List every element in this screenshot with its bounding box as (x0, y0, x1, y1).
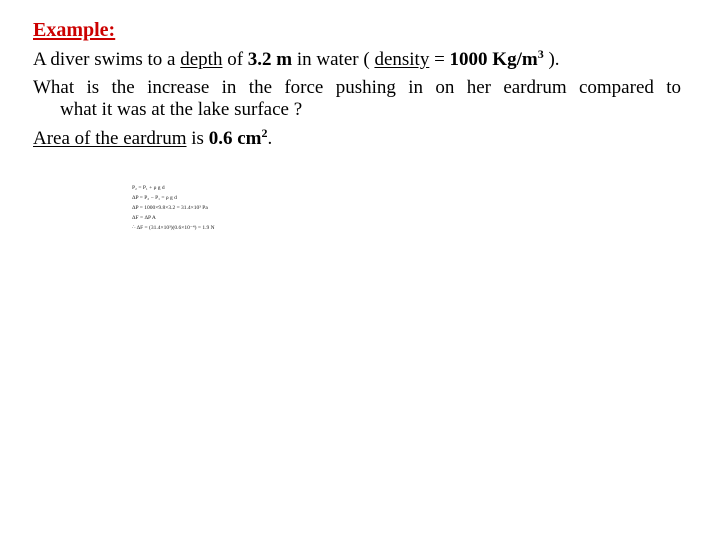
solution-equation-5: ∴ ΔF = (31.4×10³)(0.6×10⁻⁴) = 1.9 N (132, 225, 215, 231)
problem-line-2: What is the increase in the force pushing in on her eardrum compared to (33, 77, 681, 98)
solution-equation-3: ΔP = 1000×9.8×3.2 = 31.4×10³ Pa (132, 205, 208, 211)
line1-text-e: ). (543, 49, 560, 70)
density-word: density (374, 49, 430, 70)
problem-line-1 (33, 49, 560, 71)
line4-text-a: is (186, 128, 209, 149)
line4-text-b: . (267, 128, 273, 149)
line1-text-a: A diver swims to a (33, 49, 181, 70)
solution-equation-4: ΔF = ΔP A (132, 215, 156, 221)
solution-equation-1: P₂ = P₁ + ρ g d (132, 185, 165, 191)
problem-line-3: what it was at the lake surface ? (60, 99, 303, 120)
line1-text-d: = (429, 49, 450, 70)
problem-line-4 (33, 128, 272, 150)
example-heading: Example: (33, 19, 116, 41)
density-exponent: 3 (537, 47, 544, 61)
solution-image (128, 183, 236, 233)
density-value: 1000 Kg/m (449, 49, 538, 70)
solution-equation-2: ΔP = P₂ − P₁ = ρ g d (132, 195, 177, 201)
line1-text-c: in water ( (292, 49, 375, 70)
area-exponent: 2 (261, 126, 268, 140)
area-value: 0.6 cm (208, 128, 262, 149)
depth-value: 3.2 m (247, 49, 293, 70)
depth-word: depth (180, 49, 223, 70)
area-phrase: Area of the eardrum (33, 128, 187, 149)
line1-text-b: of (222, 49, 248, 70)
